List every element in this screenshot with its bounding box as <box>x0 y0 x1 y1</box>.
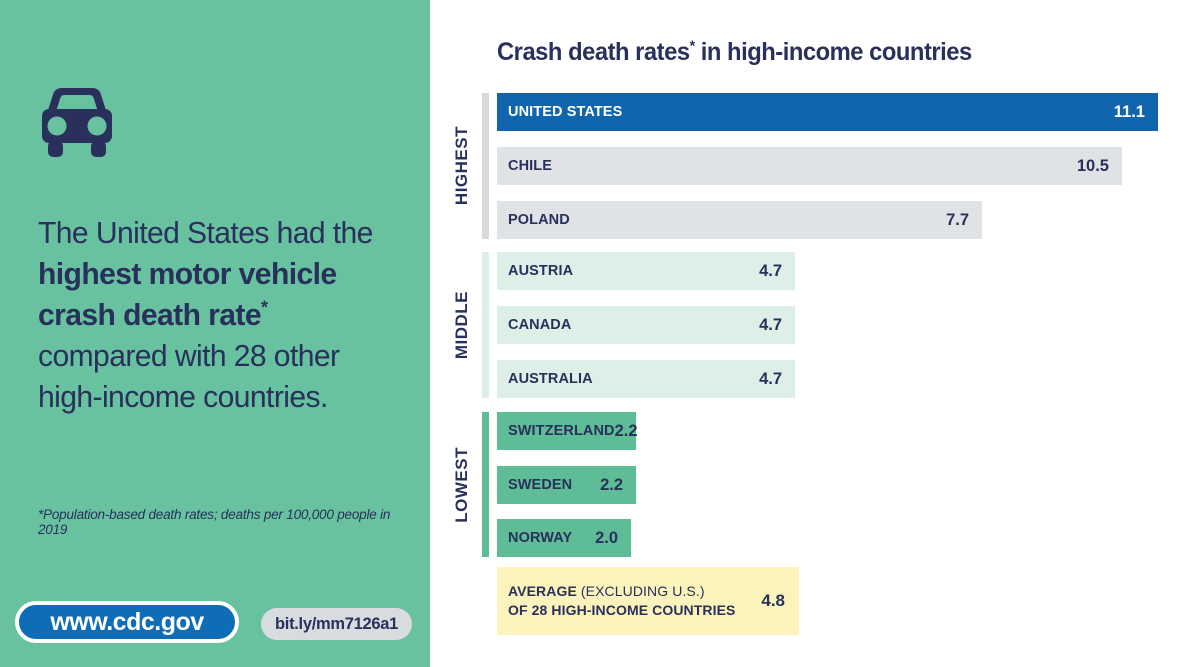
bar-label: NORWAY <box>508 530 573 546</box>
bar-row-chile <box>497 147 1122 185</box>
bar-value: 11.1 <box>1113 102 1145 121</box>
left-panel <box>0 0 430 667</box>
bar-row-sweden <box>497 466 636 504</box>
headline-line: high-income countries. <box>38 379 328 414</box>
group-label-lowest: LOWEST <box>452 446 471 523</box>
group-label-middle: MIDDLE <box>452 290 471 360</box>
chart-title: Crash death rates* in high-income countries <box>497 37 972 66</box>
footnote-asterisk: * <box>261 296 268 318</box>
bar-label: POLAND <box>508 212 570 228</box>
bar-row-switzerland <box>497 412 636 450</box>
group-indicator-middle <box>482 252 489 398</box>
bar-value: 7.7 <box>946 210 969 229</box>
headline-line: crash death rate* <box>38 296 268 332</box>
group-label-highest: HIGHEST <box>452 126 471 206</box>
bar-value: 4.7 <box>759 261 782 280</box>
bar-value: 10.5 <box>1076 156 1109 175</box>
headline-line: The United States had the <box>38 215 373 250</box>
bitly-link[interactable]: bit.ly/mm7126a1 <box>261 608 412 640</box>
average-value: 4.8 <box>761 591 785 610</box>
bar-value: 4.7 <box>759 369 782 388</box>
headline-line: compared with 28 other <box>38 338 340 373</box>
average-bar <box>497 567 799 635</box>
bar-value: 2.2 <box>614 421 638 440</box>
bar-row-austria <box>497 252 795 290</box>
title-asterisk: * <box>689 37 695 55</box>
bar-value: 4.7 <box>759 315 782 334</box>
group-indicator-lowest <box>482 412 489 557</box>
group-indicator-highest <box>482 93 489 239</box>
bar-label: UNITED STATES <box>508 104 623 120</box>
bar-label: AUSTRALIA <box>508 371 593 387</box>
bar-label: CANADA <box>508 317 572 333</box>
bar-label: SWITZERLAND <box>508 423 615 439</box>
bar-row-united-states <box>497 93 1158 131</box>
headline <box>38 212 426 417</box>
bar-row-canada <box>497 306 795 344</box>
cdc-gov-link[interactable]: www.cdc.gov <box>15 601 239 643</box>
bar-row-poland <box>497 201 982 239</box>
headline-line: highest motor vehicle <box>38 256 337 291</box>
bar-value: 2.0 <box>595 528 618 547</box>
footnote: *Population-based death rates; deaths per 100,000 people in 2019 <box>38 507 391 537</box>
bar-value: 2.2 <box>600 475 623 494</box>
bar-label: CHILE <box>508 158 552 174</box>
bar-label: SWEDEN <box>508 477 573 493</box>
bar-row-australia <box>497 360 795 398</box>
average-label: AVERAGE (EXCLUDING U.S.) OF 28 HIGH-INCOME COUNTRIES <box>508 583 736 618</box>
car-icon <box>38 85 116 158</box>
bar-row-norway <box>497 519 631 557</box>
bar-label: AUSTRIA <box>508 263 574 279</box>
